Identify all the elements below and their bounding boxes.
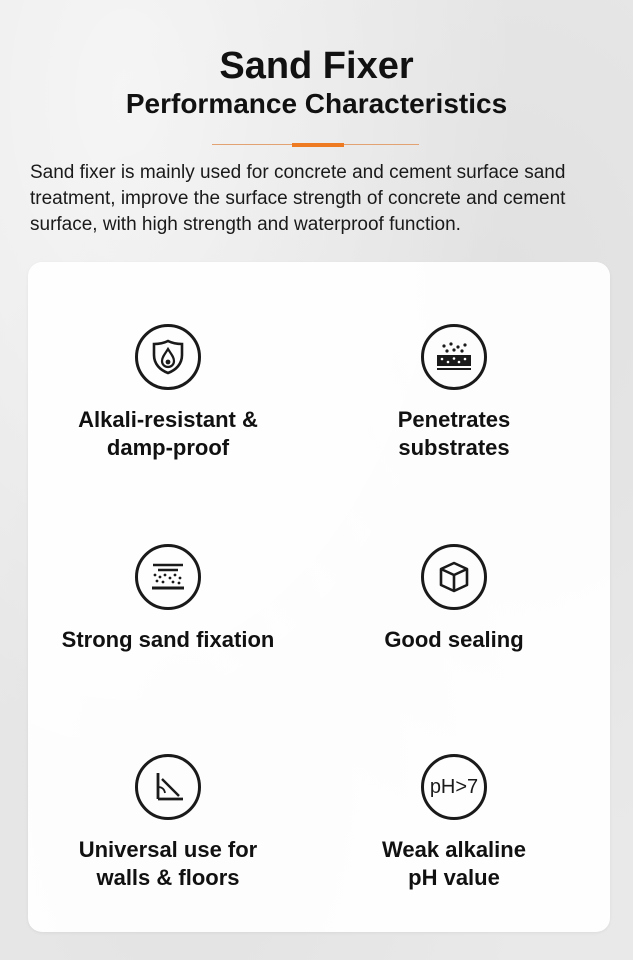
feature-label: Weak alkaline pH value [382,837,526,890]
sand-fixation-icon [135,544,201,610]
wall-floor-angle-icon [135,754,201,820]
feature-penetrates-substrates [314,324,594,462]
penetration-layers-icon [421,324,487,390]
feature-alkali-resistant [28,324,308,462]
feature-weak-alkaline [314,754,594,892]
ph-value-text: pH>7 [429,775,479,798]
feature-sand-fixation [28,544,308,654]
page-title: Sand Fixer [219,45,414,87]
feature-label: Good sealing [384,627,524,652]
page-subtitle: Performance Characteristics [125,88,508,119]
feature-label: Penetrates substrates [397,407,511,460]
title-divider-accent [292,143,344,147]
shield-drop-icon [135,324,201,390]
feature-label: Strong sand fixation [61,627,275,652]
feature-good-sealing [314,544,594,654]
feature-label: Universal use for walls & floors [78,837,258,890]
product-description: Sand fixer is mainly used for concrete and cement surface sand treatment, improve the surface strength of concrete and cement surface, with high strength and waterproof function. [30,162,566,235]
feature-universal-use [28,754,308,892]
features-card [28,262,610,932]
ph-value-icon [421,754,487,820]
sealed-box-icon [421,544,487,610]
feature-label: Alkali-resistant & damp-proof [78,407,258,460]
